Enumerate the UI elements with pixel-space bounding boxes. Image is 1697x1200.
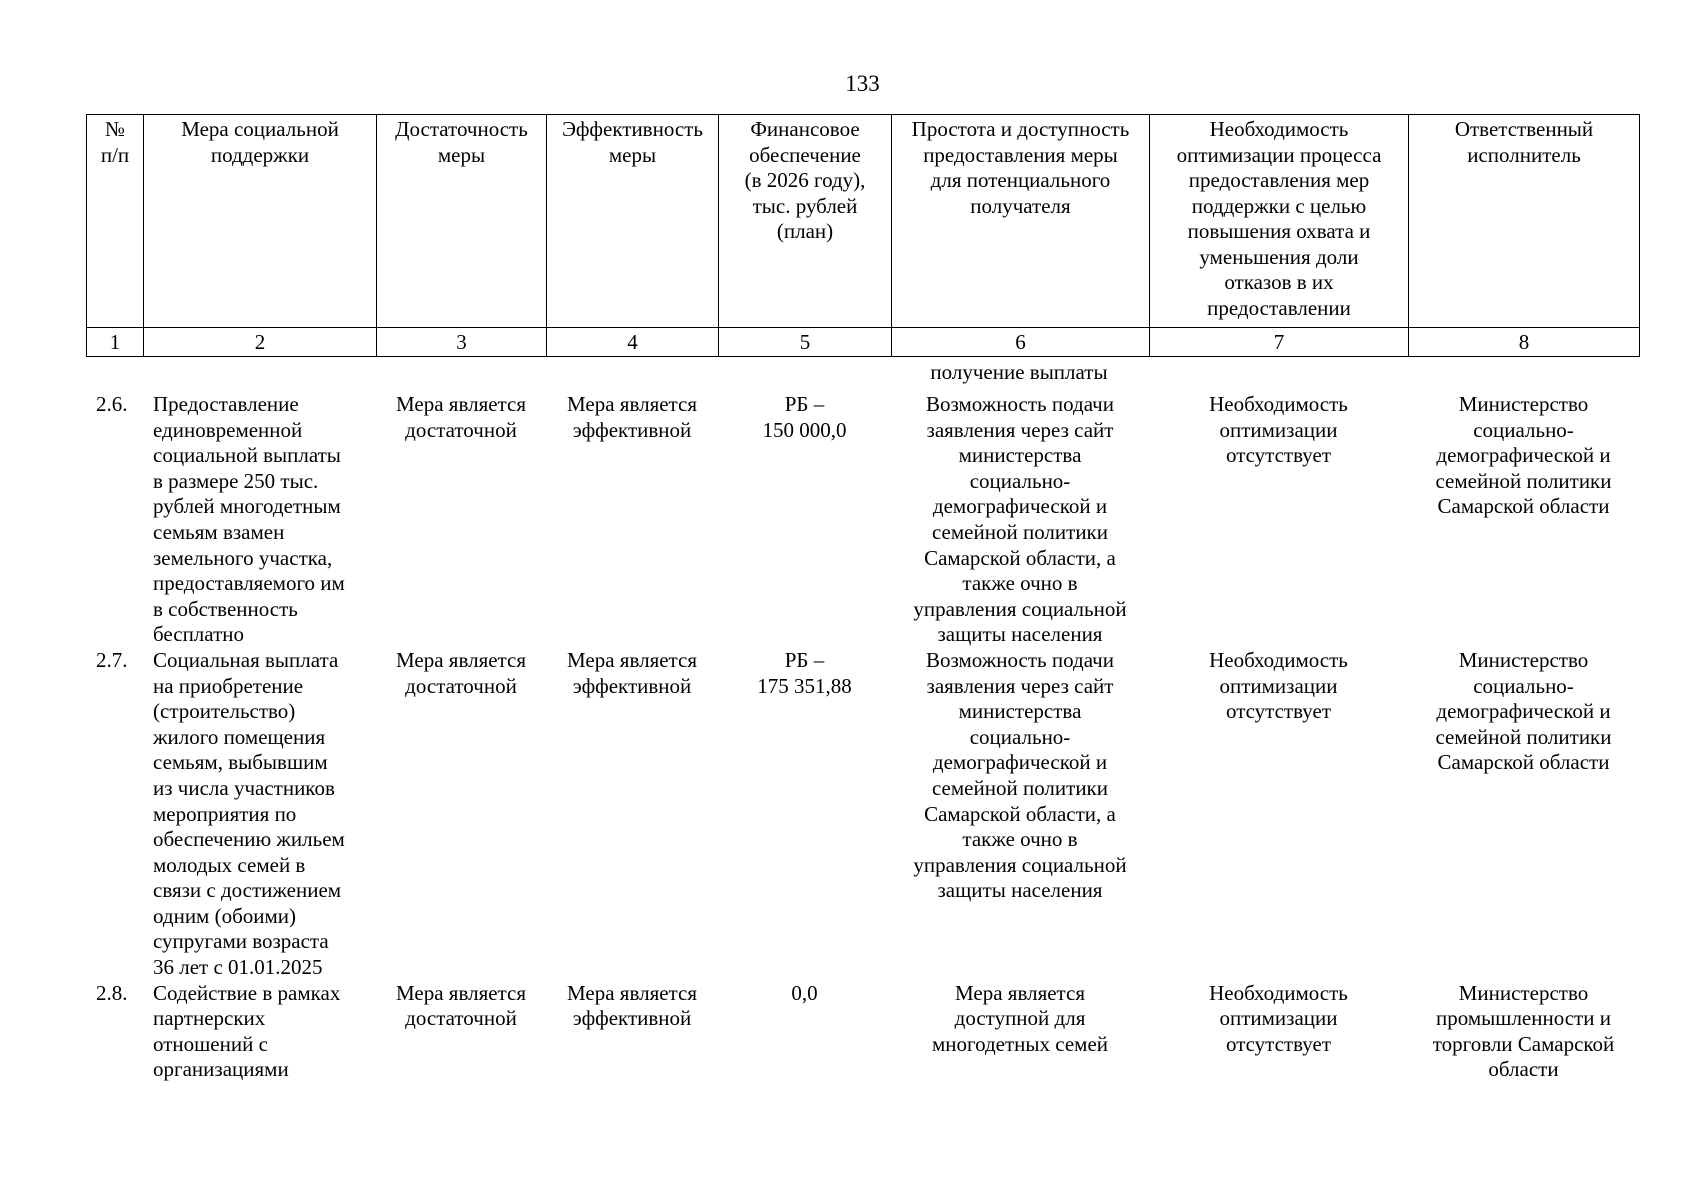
row-accessibility: Мера является доступной для многодетных семей xyxy=(931,980,1109,1056)
header-num-6: 6 xyxy=(892,328,1150,357)
header-col-funding: Финансовое обеспечение (в 2026 году), тыс. рублей (план) xyxy=(719,115,892,328)
row-efficiency: Мера является эффективной xyxy=(567,980,697,1031)
row-accessibility: Возможность подачи заявления через сайт министерства социально- демографической и семейной политики Самарской области, а также очно в управления социальной защиты населения xyxy=(913,392,1127,647)
page-number: 133 xyxy=(845,71,880,96)
row-number: 2.6. xyxy=(96,392,128,416)
row-executor: Министерство социально- демографической и семейной политики Самарской области xyxy=(1435,647,1612,775)
row-accessibility: Возможность подачи заявления через сайт министерства социально- демографической и семейной политики Самарской области, а также очно в управления социальной защиты населения xyxy=(913,647,1127,903)
row-executor: Министерство социально- демографической и семейной политики Самарской области xyxy=(1435,392,1612,519)
row-measure: Социальная выплата на приобретение (строительство) жилого помещения семьям, выбывшим из числа участников мероприятия по обеспечению жильем молодых семей в связи с достижением одним (обоими) супругами возраста 36 лет с 01.01.2025 xyxy=(153,647,345,980)
row-sufficiency: Мера является достаточной xyxy=(396,392,526,442)
row-number: 2.7. xyxy=(96,647,128,672)
table-row xyxy=(86,648,1639,981)
header-num-3: 3 xyxy=(377,328,547,357)
table-body xyxy=(86,392,1639,1083)
row-sufficiency: Мера является достаточной xyxy=(396,980,526,1031)
header-titles-row xyxy=(87,115,1640,328)
header-numbers-row xyxy=(87,328,1640,357)
row-executor: Министерство промышленности и торговли Самарской области xyxy=(1432,980,1615,1082)
row-optimization: Необходимость оптимизации отсутствует xyxy=(1209,980,1348,1056)
header-num-8: 8 xyxy=(1409,328,1640,357)
header-col-optimization: Необходимость оптимизации процесса предоставления мер поддержки с целью повышения охвата и уменьшения доли отказов в их предоставлении xyxy=(1150,115,1409,328)
row-efficiency: Мера является эффективной xyxy=(567,647,697,698)
row-number: 2.8. xyxy=(96,980,128,1005)
row-measure: Содействие в рамках партнерских отношений с организациями xyxy=(153,980,341,1082)
header-col-accessibility: Простота и доступность предоставления меры для потенциального получателя xyxy=(892,115,1150,328)
header-num-4: 4 xyxy=(547,328,719,357)
header-num-2: 2 xyxy=(144,328,377,357)
header-num-5: 5 xyxy=(719,328,892,357)
header-num-1: 1 xyxy=(87,328,144,357)
continuation-text: получение выплаты xyxy=(930,360,1108,384)
header-col-measure: Мера социальной поддержки xyxy=(144,115,377,328)
header-col-executor: Ответственный исполнитель xyxy=(1409,115,1640,328)
row-funding: 0,0 xyxy=(791,980,818,1005)
header-col-number: № п/п xyxy=(87,115,144,328)
header-num-7: 7 xyxy=(1150,328,1409,357)
row-efficiency: Мера является эффективной xyxy=(567,392,697,442)
table-header xyxy=(86,114,1640,357)
table-row xyxy=(86,392,1639,648)
header-col-sufficiency: Достаточность меры xyxy=(377,115,547,328)
table-row xyxy=(86,981,1639,1083)
row-measure: Предоставление единовременной социальной выплаты в размере 250 тыс. рублей многодетным семьям взамен земельного участка, предоставляемого им в собственность бесплатно xyxy=(153,392,345,647)
row-optimization: Необходимость оптимизации отсутствует xyxy=(1209,647,1348,724)
row-funding: РБ – 175 351,88 xyxy=(757,647,852,698)
row-sufficiency: Мера является достаточной xyxy=(396,647,526,698)
row-optimization: Необходимость оптимизации отсутствует xyxy=(1209,392,1348,468)
row-funding: РБ – 150 000,0 xyxy=(762,392,847,442)
header-col-efficiency: Эффективность меры xyxy=(547,115,719,328)
